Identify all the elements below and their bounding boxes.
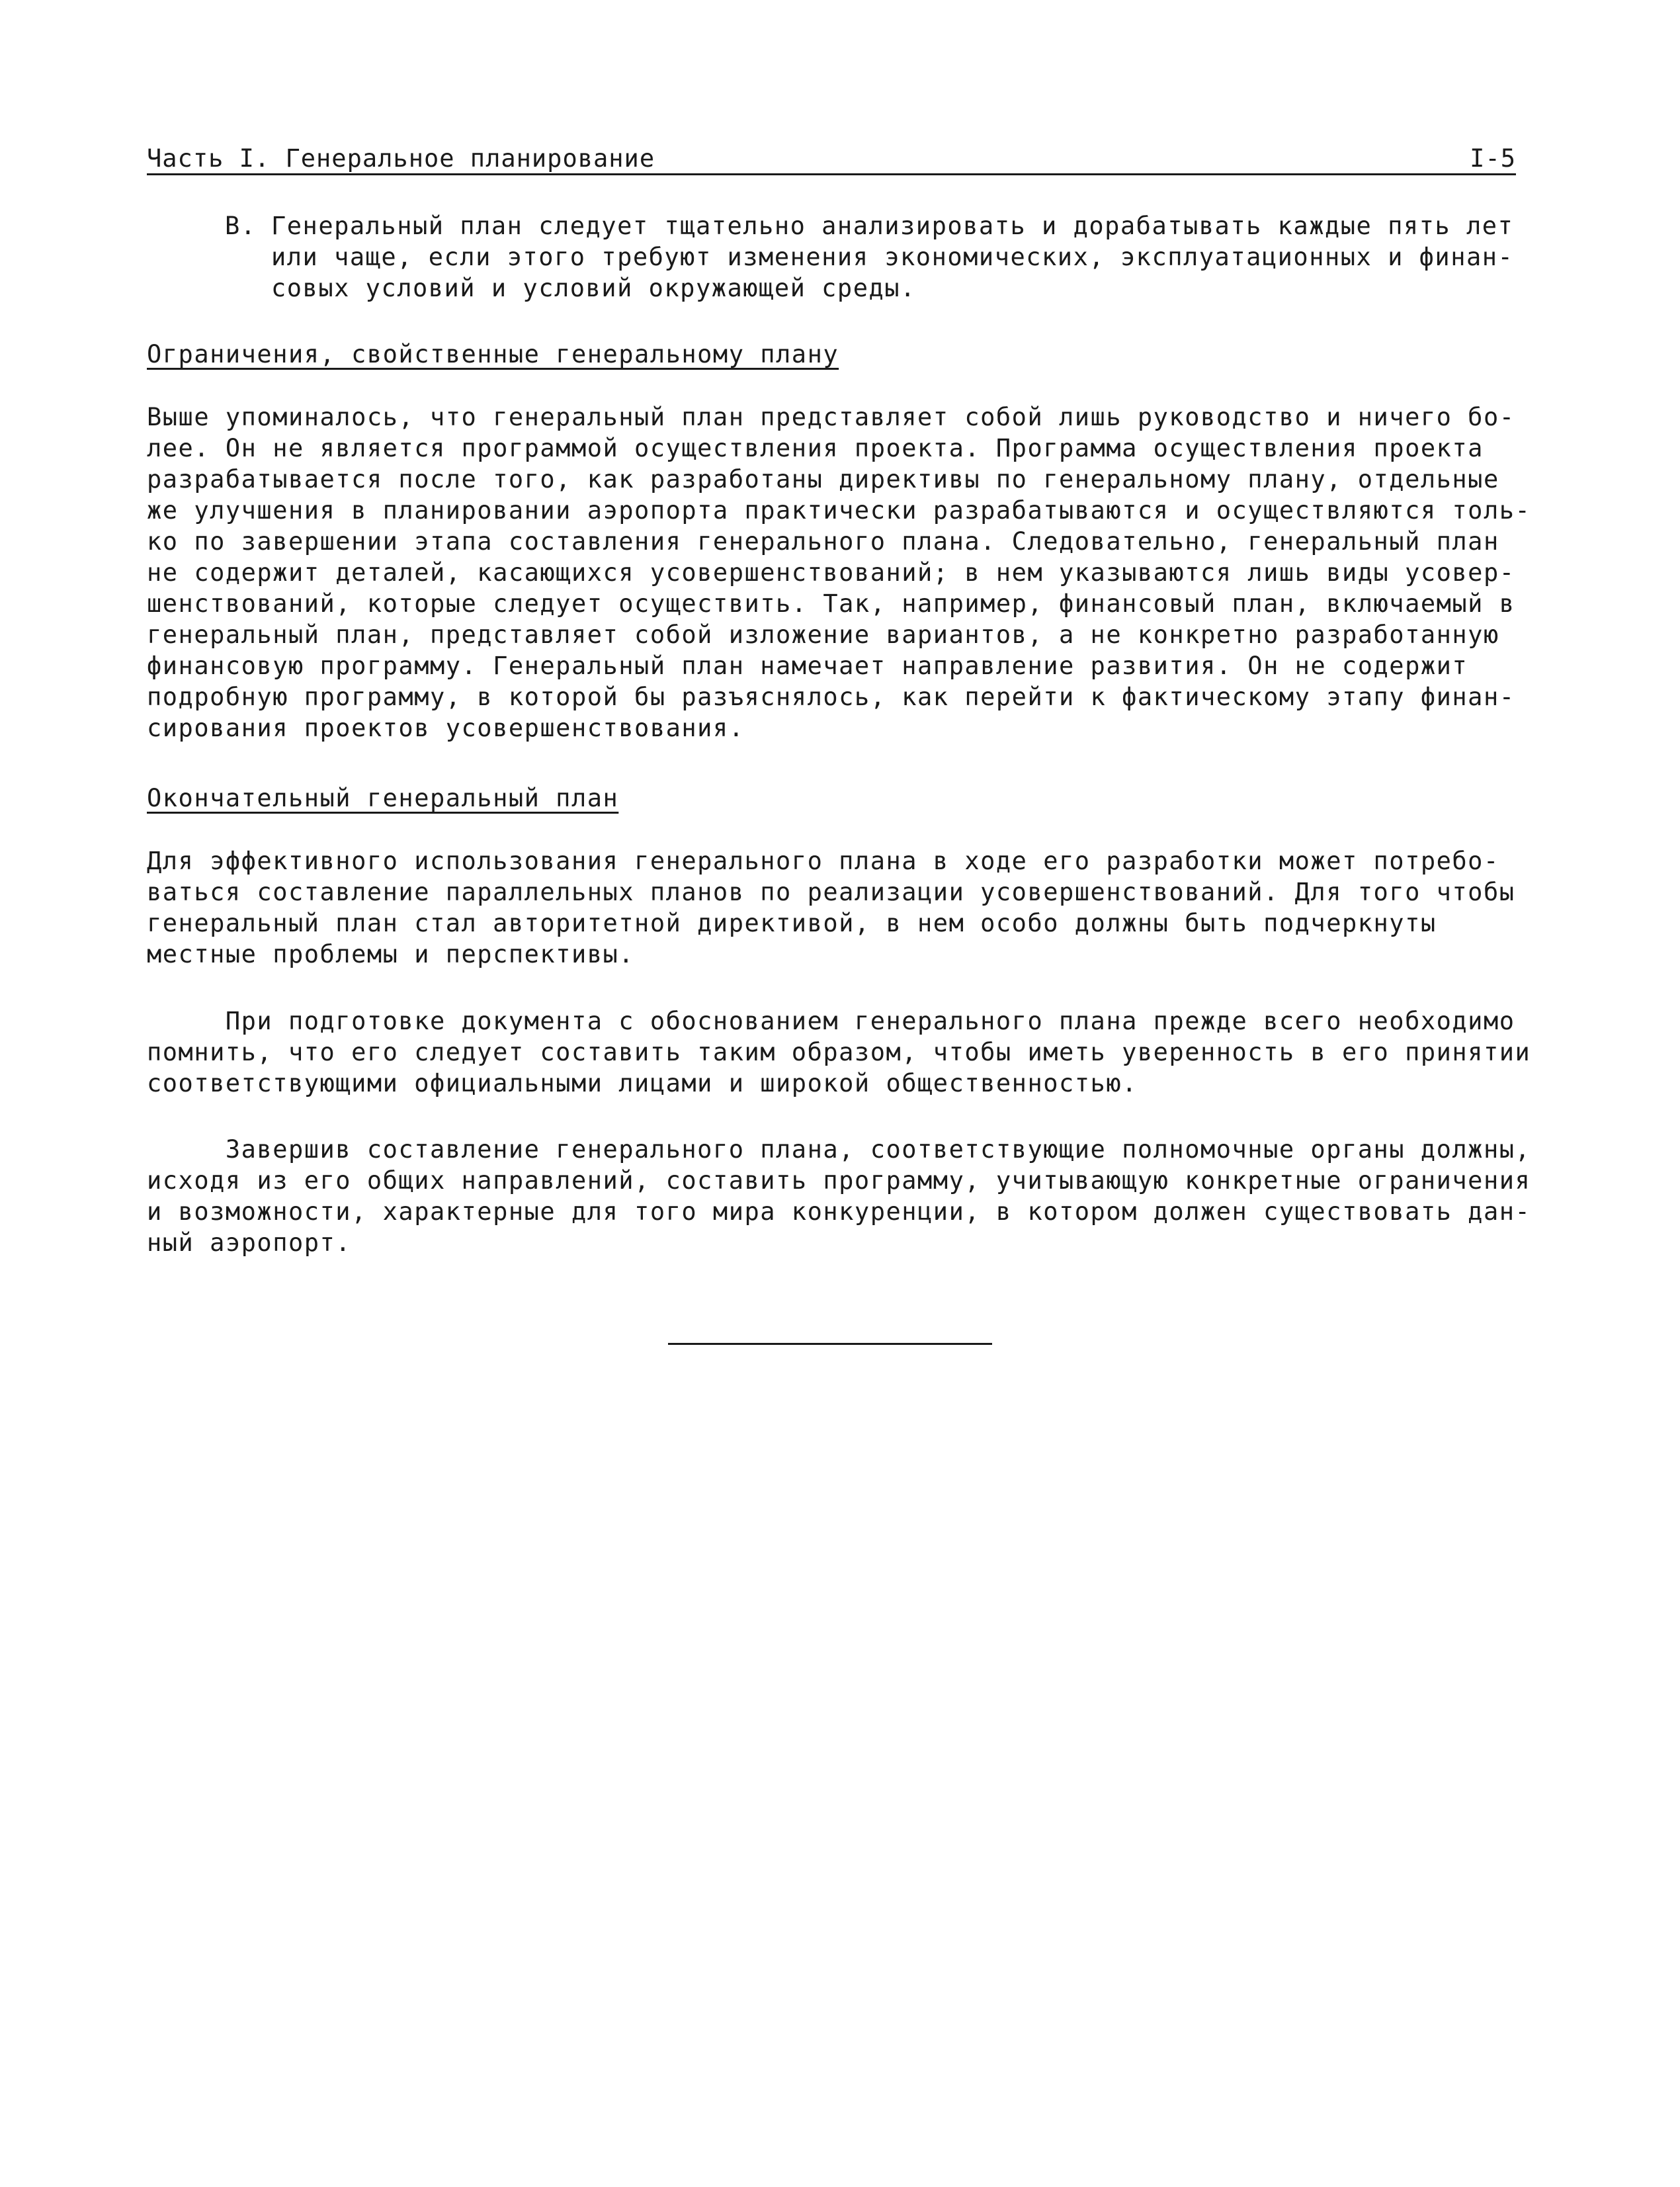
paragraph-limitations: Выше упоминалось, что генеральный план представляет собой лишь руководство и ничего бо- лее. Он не является программой осуществления проекта. Программа осуществления проекта разрабатывается после того, как разработаны директивы по генеральному плану, отдельные же улучшения в планировании аэропорта практически разрабатываются и осуществляются толь- ко по завершении этапа составления генерального плана. Следовательно, генеральный план не содержит деталей, касающихся усовершенствований; в нем указываются лишь виды усовер- шенствований, которые следует осуществить. Так, например, финансовый план, включаемый в генеральный план, представляет собой изложение вариантов, а не конкретно разработанную финансовую программу. Генеральный план намечает направление развития. Он не содержит подробную программу, в которой бы разъяснялось, как перейти к фактическому этапу финан- сирования проектов усовершенствования. bbox=[147, 403, 1531, 742]
page-header bbox=[147, 139, 1516, 175]
header-title: Часть I. Генеральное планирование bbox=[147, 144, 655, 173]
page-number: I-5 bbox=[1470, 144, 1516, 173]
end-of-text-rule bbox=[668, 1343, 992, 1345]
section-heading-limitations: Ограничения, свойственные генеральному плану bbox=[147, 340, 839, 368]
paragraph-final-plan-1: Для эффективного использования генерального плана в ходе его разработки может потребо- ваться составление параллельных планов по реализации усовершенствований. Для того чтобы генеральный план стал авторитетной директивой, в нем особо должны быть подчеркнуты местные проблемы и перспективы. bbox=[147, 847, 1515, 968]
paragraph-final-plan-3: Завершив составление генерального плана, соответствующие полномочные органы должны, исходя из его общих направлений, составить программу, учитывающую конкретные ограничения и возможности, характерные для того мира конкуренции, в котором должен существовать дан- ный аэропорт. bbox=[147, 1135, 1531, 1257]
paragraph-final-plan-2: При подготовке документа с обоснованием генерального плана прежде всего необходимо помнить, что его следует составить таким образом, чтобы иметь уверенность в его принятии соответствующими официальными лицами и широкой общественностью. bbox=[147, 1007, 1531, 1097]
list-item-text: Генеральный план следует тщательно анализировать и дорабатывать каждые пять лет или чаще, если этого требуют изменения экономических, эксплуатационных и финан- совых условий и условий окружающей среды. bbox=[271, 212, 1514, 302]
section-heading-final-plan: Окончательный генеральный план bbox=[147, 784, 619, 812]
list-item-marker: В. bbox=[225, 212, 257, 240]
